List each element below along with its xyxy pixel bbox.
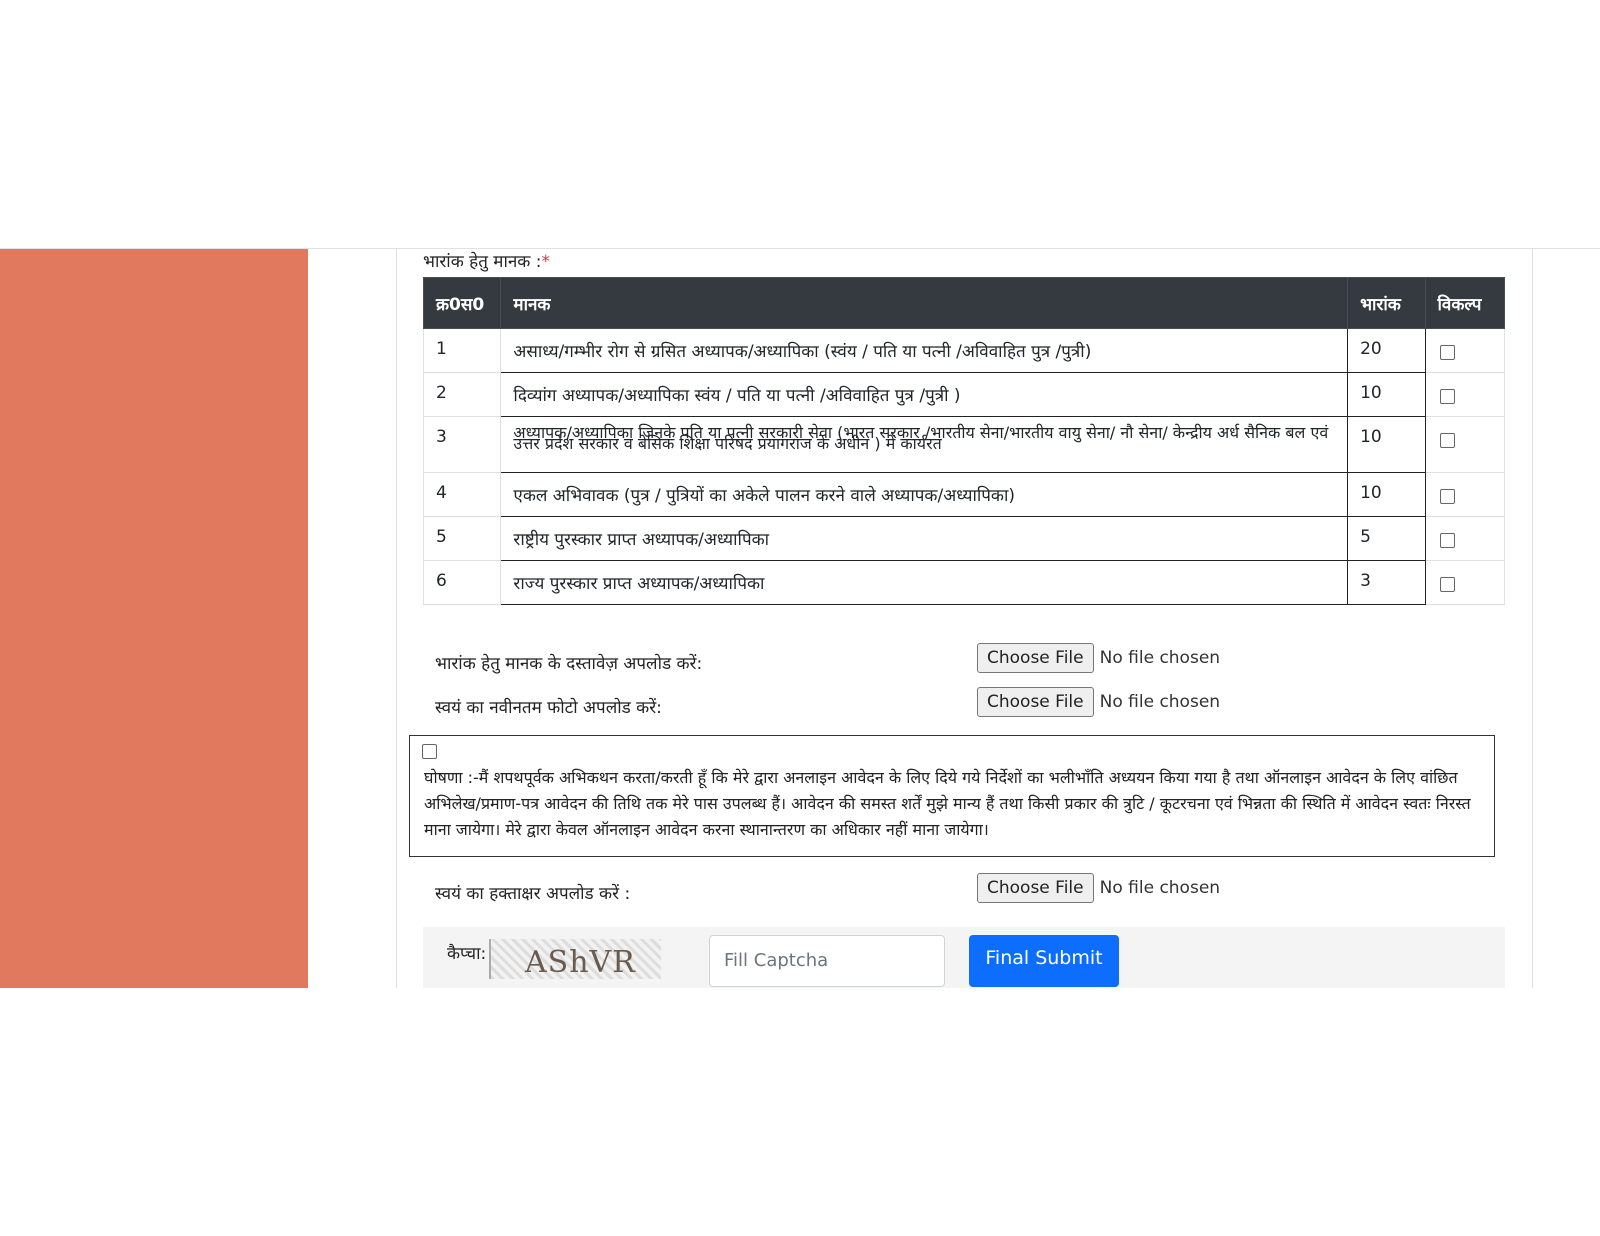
file-status: No file chosen bbox=[1099, 878, 1221, 898]
file-status: No file chosen bbox=[1099, 648, 1221, 668]
final-submit-button[interactable]: Final Submit bbox=[969, 935, 1119, 987]
row-marks: 10 bbox=[1348, 373, 1425, 417]
header-marks: भारांक bbox=[1348, 278, 1425, 329]
row-sn: 4 bbox=[424, 473, 501, 517]
row-sn: 3 bbox=[424, 417, 501, 473]
row-criterion bbox=[501, 417, 1348, 473]
header-criterion: मानक bbox=[501, 278, 1348, 329]
option-checkbox[interactable] bbox=[1440, 533, 1455, 548]
captcha-input[interactable]: Fill Captcha bbox=[709, 935, 945, 987]
row-marks: 3 bbox=[1348, 561, 1425, 605]
table-row bbox=[424, 473, 1505, 517]
criteria-table bbox=[423, 277, 1505, 605]
choose-file-button[interactable]: Choose File bbox=[977, 687, 1094, 717]
row-marks: 20 bbox=[1348, 329, 1425, 373]
captcha-label: कैप्चा: bbox=[447, 944, 487, 964]
row-sn: 6 bbox=[424, 561, 501, 605]
required-mark: * bbox=[541, 252, 550, 272]
option-checkbox[interactable] bbox=[1440, 345, 1455, 360]
choose-file-button[interactable]: Choose File bbox=[977, 643, 1094, 673]
row-option bbox=[1425, 517, 1505, 561]
documents-upload-label: भारांक हेतु मानक के दस्तावेज़ अपलोड करें: bbox=[435, 654, 703, 674]
documents-file-input[interactable] bbox=[977, 643, 1220, 673]
row-marks: 10 bbox=[1348, 473, 1425, 517]
table-row bbox=[424, 561, 1505, 605]
row-sn: 1 bbox=[424, 329, 501, 373]
choose-file-button[interactable]: Choose File bbox=[977, 873, 1094, 903]
row-option bbox=[1425, 329, 1505, 373]
table-header-row bbox=[424, 278, 1505, 329]
row-criterion: राष्ट्रीय पुरस्कार प्राप्त अध्यापक/अध्यापिका bbox=[501, 517, 1348, 561]
section-title-text: भारांक हेतु मानक : bbox=[423, 252, 542, 272]
declaration-checkbox[interactable] bbox=[422, 744, 437, 759]
declaration-text: घोषणा :-मैं शपथपूर्वक अभिकथन करता/करती हूँ कि मेरे द्वारा अनलाइन आवेदन के लिए दिये गये निर्देशों का भलीभाँति अध्ययन किया गया है तथा ऑनलाइन आवेदन के लिए वांछित अभिलेख/प्रमाण-पत्र आवेदन की तिथि तक मेरे पास उपलब्ध हैं। आवेदन की समस्त शर्तें मुझे मान्य हैं तथा किसी प्रकार की त्रुटि / कूटरचना एवं भिन्नता की स्थिति में आवेदन स्वतः निरस्त माना जायेगा। मेरे द्वारा केवल ऑनलाइन आवेदन करना स्थानान्तरण का अधिकार नहीं माना जायेगा। bbox=[424, 768, 1471, 839]
table-row bbox=[424, 373, 1505, 417]
header-option: विकल्प bbox=[1425, 278, 1505, 329]
photo-upload-label: स्वयं का नवीनतम फोटो अपलोड करें: bbox=[435, 698, 662, 718]
declaration-box bbox=[409, 735, 1495, 857]
row-criterion: एकल अभिवावक (पुत्र / पुत्रियों का अकेले पालन करने वाले अध्यापक/अध्यापिका) bbox=[501, 473, 1348, 517]
row-criterion: असाध्य/गम्भीर रोग से ग्रसित अध्यापक/अध्यापिका (स्वंय / पति या पत्नी /अविवाहित पुत्र /पुत्री) bbox=[501, 329, 1348, 373]
file-status: No file chosen bbox=[1099, 692, 1221, 712]
signature-upload-label: स्वयं का हक्ताक्षर अपलोड करें : bbox=[435, 884, 631, 904]
app-viewport bbox=[0, 248, 1600, 988]
captcha-image bbox=[489, 939, 661, 979]
table-row bbox=[424, 417, 1505, 473]
row-criterion-text: अध्यापक/अध्यापिका जिनके पति या पत्नी सरकारी सेवा (भारत सरकार /भारतीय सेना/भारतीय वायु सेना/ नौ सेना/ केन्द्रीय अर्ध सैनिक बल एवं उत्तर प्रदेश सरकार व बेसिक शिक्षा परिषद प्रयागराज के अधीन ) में कार्यरत bbox=[513, 423, 1329, 453]
form-card bbox=[396, 248, 1533, 988]
row-option bbox=[1425, 417, 1505, 473]
row-sn: 5 bbox=[424, 517, 501, 561]
option-checkbox[interactable] bbox=[1440, 433, 1455, 448]
section-title bbox=[423, 249, 550, 272]
sidebar bbox=[0, 249, 308, 988]
option-checkbox[interactable] bbox=[1440, 389, 1455, 404]
row-criterion: दिव्यांग अध्यापक/अध्यापिका स्वंय / पति या पत्नी /अविवाहित पुत्र /पुत्री ) bbox=[501, 373, 1348, 417]
captcha-bar bbox=[423, 927, 1505, 988]
table-row bbox=[424, 329, 1505, 373]
signature-file-input[interactable] bbox=[977, 873, 1220, 903]
row-criterion: राज्य पुरस्कार प्राप्त अध्यापक/अध्यापिका bbox=[501, 561, 1348, 605]
row-sn: 2 bbox=[424, 373, 501, 417]
table-row bbox=[424, 517, 1505, 561]
option-checkbox[interactable] bbox=[1440, 577, 1455, 592]
header-sn: क्र0स0 bbox=[424, 278, 501, 329]
row-option bbox=[1425, 473, 1505, 517]
row-marks: 5 bbox=[1348, 517, 1425, 561]
captcha-image-text: AShVR bbox=[525, 945, 636, 979]
row-marks: 10 bbox=[1348, 417, 1425, 473]
row-option bbox=[1425, 373, 1505, 417]
photo-file-input[interactable] bbox=[977, 687, 1220, 717]
row-option bbox=[1425, 561, 1505, 605]
option-checkbox[interactable] bbox=[1440, 489, 1455, 504]
